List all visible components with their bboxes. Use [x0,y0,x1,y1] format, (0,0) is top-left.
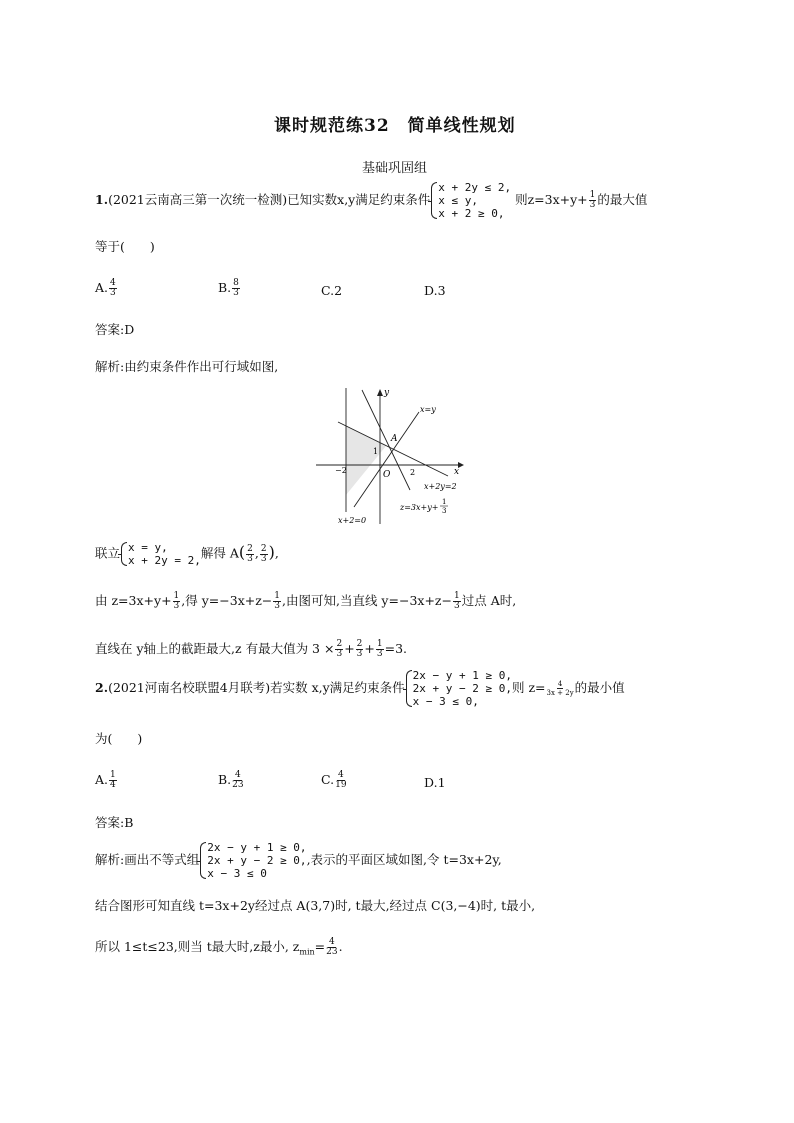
option-c [321,771,348,790]
option-label: D. [424,283,438,298]
analysis-ineq-2: 2x + y − 2 ≥ 0, [207,854,307,867]
line3-prefix: 所以 1≤t≤23,则当 t最大时,z最小, z [95,939,300,954]
frac-den: 19 [335,780,347,790]
option-value: 1 [437,775,446,790]
step2-frac-2 [273,592,281,611]
question-2-stem [95,669,625,708]
paren-close: ) [268,542,275,562]
frac-num: 1 [110,770,116,780]
frac-den: 3x + 2y [546,689,574,697]
y-axis-label: y [384,388,390,398]
constraint-system [405,669,512,708]
frac-num: 1 [274,591,281,601]
frac-den: 3 [356,649,363,659]
objective-suffix: 的最小值 [574,680,625,695]
question-number: 1. [95,192,109,207]
feasible-region-graph [312,382,482,527]
objective-fraction [547,680,574,697]
tick-2-label: 2 [410,468,416,477]
option-label: B. [218,772,232,787]
option-fraction [335,771,346,790]
frac-den: 3 [376,649,383,659]
question-source: (2021河南名校联盟4月联考) [108,680,271,695]
step3-frac-3 [376,640,384,659]
question-source: (2021云南高三第一次统一检测) [108,192,288,207]
step2-text-b: ,得 y=−3x+z− [181,593,273,608]
question-1-continuation: 等于( ) [95,239,155,254]
option-a [95,279,118,298]
frac-num: 8 [233,278,239,288]
frac-den: 3 [233,288,239,298]
option-label: A. [95,772,109,787]
answer-2: 答案:B [95,815,134,830]
objective-suffix: 的最大值 [597,192,648,207]
option-b [218,771,245,790]
step2-text-a: 由 z=3x+y+ [95,593,172,608]
solve-system-line: 联立 x = y, x + 2y = 2,解得 A( $\frac{2}{3}$ , $\frac{2}{3}$ ), [95,541,279,567]
analysis-ineq-3: x − 3 ≤ 0 [207,867,267,880]
option-value: 3 [437,283,446,298]
point-a-y [260,545,268,564]
frac-den: 23 [232,780,244,790]
analysis-1: 解析:由约束条件作出可行域如图, [95,359,279,374]
point-a-x [246,545,254,564]
step3-plus-2: + [364,641,375,656]
step2-frac-3 [453,592,461,611]
analysis-system [199,841,306,880]
frac-den: 3 [173,601,180,611]
frac-num: 4 [337,770,344,780]
solve-system [120,541,201,567]
step3-plus-1: + [344,641,355,656]
solve-eq-1: x = y, [128,541,168,554]
step3-frac-1 [335,640,343,659]
question-number: 2. [95,680,109,695]
solution-step-3 [95,640,407,659]
analysis-2-line-3 [95,938,343,961]
line3-eq: = [314,939,326,954]
analysis-suffix: ,表示的平面区域如图,令 t=3x+2y, [306,852,502,867]
step3-frac-2 [356,640,364,659]
tick-neg2-label: −2 [335,466,347,475]
step2-frac-1 [173,592,181,611]
solve-result: 解得 A [200,545,239,561]
line-z-frac-den: 3 [442,507,447,515]
frac-den: 3 [453,601,460,611]
frac-num: 1 [453,591,460,601]
frac-num: 1 [589,190,596,200]
line3-end: . [338,939,343,954]
point-a-label: A [391,434,398,444]
question-1-stem [95,181,647,220]
line-xp2-label: x+2=0 [338,516,367,525]
question-2-continuation: 为( ) [95,731,143,746]
solve-prefix: 联立 [95,545,121,561]
page-title: 课时规范练32 简单线性规划 [274,116,516,136]
objective-prefix: 则 z= [512,680,546,695]
option-label: C. [321,772,335,787]
frac-num: 4 [557,680,563,688]
question-text: 若实数 x,y满足约束条件 [270,680,405,695]
option-c [321,283,342,299]
option-label: C. [321,283,335,298]
analysis-2-line-2: 结合图形可知直线 t=3x+2y经过点 A(3,7)时, t最大,经过点 C(3,−4)时, t最小, [95,898,536,913]
step3-text-a: 直线在 y轴上的截距最大,z 有最大值为 3 × [95,641,335,656]
analysis-ineq-1: 2x − y + 1 ≥ 0, [207,841,307,854]
frac-den: 3 [110,288,116,298]
z-min-subscript: min [299,947,315,957]
option-fraction [109,279,117,298]
frac-den: 4 [110,780,116,790]
frac-num: 2 [356,639,363,649]
constraint-1: 2x − y + 1 ≥ 0, [412,669,512,682]
frac-den: 3 [260,553,267,564]
objective-prefix: 则z=3x+y+ [515,192,588,207]
step2-text-c: ,由图可知,当直线 y=−3x+z− [282,593,452,608]
question-text: 已知实数x,y满足约束条件 [287,192,431,207]
objective-fraction [589,191,597,210]
frac-den: 23 [326,947,338,957]
step2-text-d: 过点 A时, [461,593,517,608]
option-label: A. [95,280,109,295]
option-value: 2 [334,283,343,298]
option-label: D. [424,775,438,790]
frac-den: 3 [336,649,343,659]
frac-num: 2 [336,639,343,649]
frac-den: 3 [247,553,253,564]
section-heading: 基础巩固组 [362,161,428,176]
frac-num: 1 [173,591,180,601]
z-min-fraction [326,938,337,957]
line-x2y-label: x+2y=2 [424,482,457,491]
constraint-2: x ≤ y, [438,194,478,207]
frac-num: 4 [329,937,335,947]
constraint-3: x − 3 ≤ 0, [412,695,479,708]
solve-eq-2: x + 2y = 2, [128,554,201,567]
line-z-label: z=3x+y+ [400,503,439,512]
frac-den: 3 [589,200,596,210]
option-b [218,279,241,298]
origin-label: O [383,470,391,480]
solution-step-2 [95,592,516,611]
analysis-prefix: 解析:画出不等式组 [95,852,200,867]
y-axis-arrow [377,389,383,396]
option-a [95,771,118,790]
frac-num: 4 [110,278,116,288]
frac-num: 1 [376,639,383,649]
frac-num: 2 [247,543,253,554]
frac-num: 2 [260,543,267,554]
step3-result: =3. [384,641,408,656]
frac-den: 3 [274,601,281,611]
option-d [424,283,446,299]
analysis-2 [95,841,502,880]
option-d [424,775,446,791]
option-label: B. [218,280,232,295]
option-fraction [232,771,243,790]
option-fraction [109,771,117,790]
constraint-1: x + 2y ≤ 2, [438,181,512,194]
tick-1-label: 1 [373,447,379,456]
constraint-system [430,181,511,220]
paren-open: ( [238,542,246,562]
line-xy-label: x=y [420,405,436,414]
line-z-frac-num: 1 [442,498,447,506]
option-fraction [232,279,240,298]
constraint-3: x + 2 ≥ 0, [438,207,505,220]
frac-num: 4 [235,770,241,780]
x-axis-label: x [454,467,460,477]
answer-1: 答案:D [95,322,135,337]
constraint-2: 2x + y − 2 ≥ 0, [412,682,512,695]
